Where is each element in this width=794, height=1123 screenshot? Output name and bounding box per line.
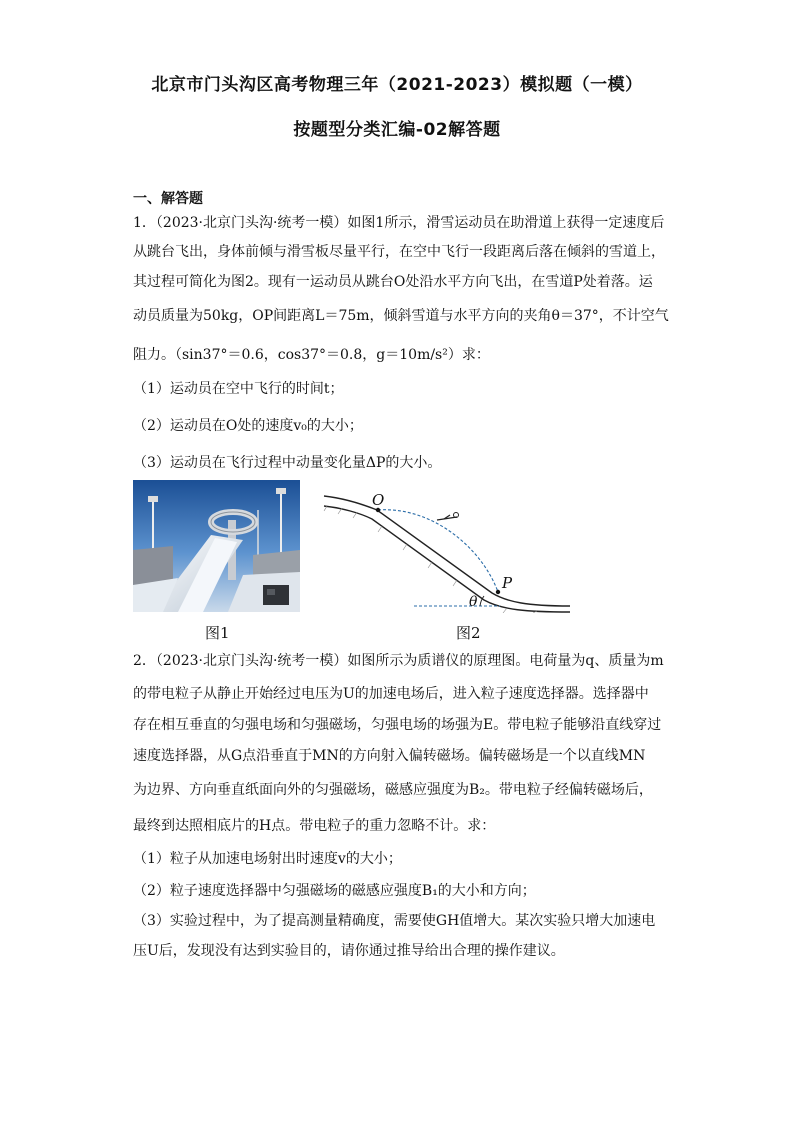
q2-line-2: 的带电粒子从静止开始经过电压为U的加速电场后，进入粒子速度选择器。选择器中 [133, 686, 649, 702]
q2-sub-1: （1）粒子从加速电场射出时速度v的大小； [133, 851, 402, 867]
q2-line-4: 速度选择器，从G点沿垂直于MN的方向射入偏转磁场。偏转磁场是一个以直线MN [133, 748, 646, 764]
q2-sub-3a: （3）实验过程中，为了提高测量精确度，需要使GH值增大。某次实验只增大加速电 [133, 913, 656, 929]
angle-theta-label: θ [469, 594, 478, 610]
q2-line-1: 2．（2023·北京门头沟·统考一模）如图所示为质谱仪的原理图。电荷量为q、质量为m [133, 653, 664, 669]
q2-line-6: 最终到达照相底片的H点。带电粒子的重力忽略不计。求： [133, 818, 496, 834]
section-heading: 一、解答题 [133, 191, 203, 207]
ski-jump-photo [133, 480, 300, 612]
q1-line-3: 其过程可简化为图2。现有一运动员从跳台O处沿水平方向飞出，在雪道P处着落。运 [133, 274, 653, 290]
q1-sub-3: （3）运动员在飞行过程中动量变化量ΔP的大小。 [133, 455, 442, 471]
q2-line-3: 存在相互垂直的匀强电场和匀强磁场，匀强电场的场强为E。带电粒子能够沿直线穿过 [133, 717, 662, 733]
figure-2-caption: 图2 [456, 624, 481, 642]
q2-sub-2: （2）粒子速度选择器中匀强磁场的磁感应强度B₁的大小和方向； [133, 883, 536, 899]
q1-line-1: 1．（2023·北京门头沟·统考一模）如图1所示，滑雪运动员在助滑道上获得一定速度后 [133, 215, 665, 231]
q1-line-4: 动员质量为50kg，OP间距离L＝75m，倾斜雪道与水平方向的夹角θ＝37°，不计空气 [133, 308, 669, 324]
ski-trajectory-diagram [322, 488, 572, 613]
figure-1-caption: 图1 [205, 624, 230, 642]
q1-sub-1: （1）运动员在空中飞行的时间t； [133, 381, 344, 397]
q2-line-5: 为边界、方向垂直纸面向外的匀强磁场，磁感应强度为B₂。带电粒子经偏转磁场后， [133, 782, 653, 798]
page-title-line-1: 北京市门头沟区高考物理三年（2021-2023）模拟题（一模） [151, 75, 643, 95]
q1-line-2: 从跳台飞出，身体前倾与滑雪板尽量平行，在空中飞行一段距离后落在倾斜的雪道上， [133, 244, 665, 260]
point-o-label: O [372, 491, 385, 509]
point-p-label: P [502, 574, 513, 592]
page-title-line-2: 按题型分类汇编-02解答题 [293, 120, 501, 140]
q2-sub-3b: 压U后，发现没有达到实验目的，请你通过推导给出合理的操作建议。 [133, 943, 565, 959]
q1-sub-2: （2）运动员在O处的速度v₀的大小； [133, 418, 363, 434]
q1-line-5: 阻力。（sin37°＝0.6，cos37°＝0.8，g＝10m/s²）求： [133, 347, 490, 363]
